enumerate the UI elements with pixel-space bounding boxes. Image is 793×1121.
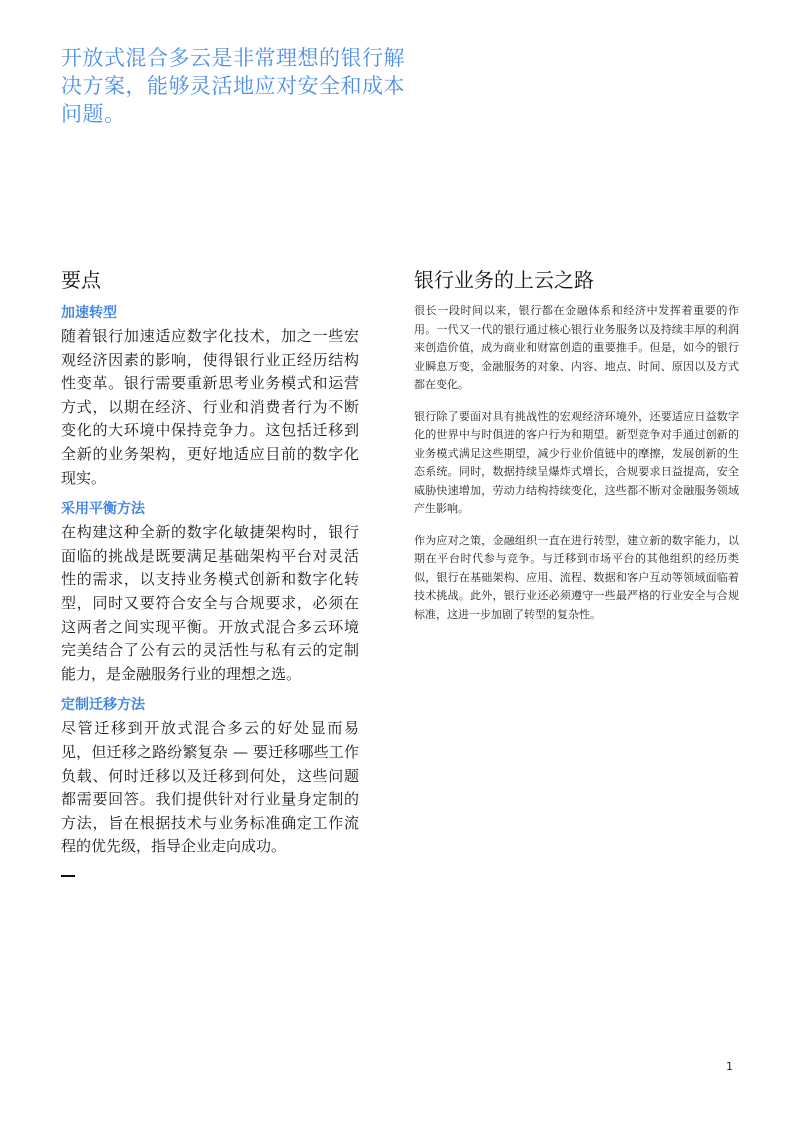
section-title-custom: 定制迁移方法: [61, 697, 145, 714]
end-mark: [61, 875, 75, 877]
section-title-balance: 采用平衡方法: [61, 501, 145, 518]
paragraph-1: 很长一段时间以来，银行都在金融体系和经济中发挥着重要的作用。一代又一代的银行通过核心银行业务服务以及持续丰厚的利润来创造价值，成为商业和财富创造的重要推手。但是，如今的银行业瞬息万变，金融服务的对象、内容、地点、时间、原因以及方式都在变化。: [414, 304, 739, 391]
paragraph-3: 作为应对之策，金融组织一直在进行转型，建立新的数字能力，以期在平台时代参与竞争。与迁移到市场平台的其他组织的经历类似，银行在基础架构、应用、流程、数据和客户互动等领域面临着技术挑战。此外，银行业还必须遵守一些最严格的行业安全与合规标准，这进一步加剧了转型的复杂性。: [414, 533, 739, 621]
page-number: 1: [726, 1060, 733, 1073]
key-points-column: [61, 262, 359, 877]
section-text-balance: 在构建这种全新的数字化敏捷架构时，银行面临的挑战是既要满足基础架构平台对灵活性的需求，以支持业务模式创新和数字化转型，同时又要符合安全与合规要求，必须在这两者之间实现平衡。开放式混合多云环境完美结合了公有云的灵活性与私有云的定制能力，是金融服务行业的理想之选。: [61, 523, 359, 683]
cloud-journey-column: [414, 262, 739, 637]
section-text-accelerate: 随着银行加速适应数字化技术，加之一些宏观经济因素的影响，使得银行业正经历结构性变革。银行需要重新思考业务模式和运营方式，以期在经济、行业和消费者行为不断变化的大环境中保持竞争力。这包括迁移到全新的业务架构，更好地适应目前的数字化现实。: [61, 327, 359, 487]
section-text-custom: 尽管迁移到开放式混合多云的好处显而易见，但迁移之路纷繁复杂 — 要迁移哪些工作负载、何时迁移以及迁移到何处，这些问题都需要回答。我们提供针对行业量身定制的方法，旨在根据技术与业务标准确定工作流程的优先级，指导企业走向成功。: [61, 719, 359, 856]
hero-statement: 开放式混合多云是非常理想的银行解决方案，能够灵活地应对安全和成本问题。: [61, 46, 405, 126]
cloud-journey-heading: 银行业务的上云之路: [414, 268, 594, 292]
key-points-heading: 要点: [61, 268, 101, 292]
section-title-accelerate: 加速转型: [61, 305, 117, 321]
paragraph-2: 银行除了要面对具有挑战性的宏观经济环境外，还要适应日益数字化的世界中与时俱进的客户行为和期望。新型竞争对手通过创新的业务模式满足这些期望，减少行业价值链中的摩擦，发展创新的生态系统。同时，数据持续呈爆炸式增长，合规要求日益提高，安全威胁快速增加，劳动力结构持续变化，这些都不断对金融服务领域产生影响。: [414, 409, 739, 515]
